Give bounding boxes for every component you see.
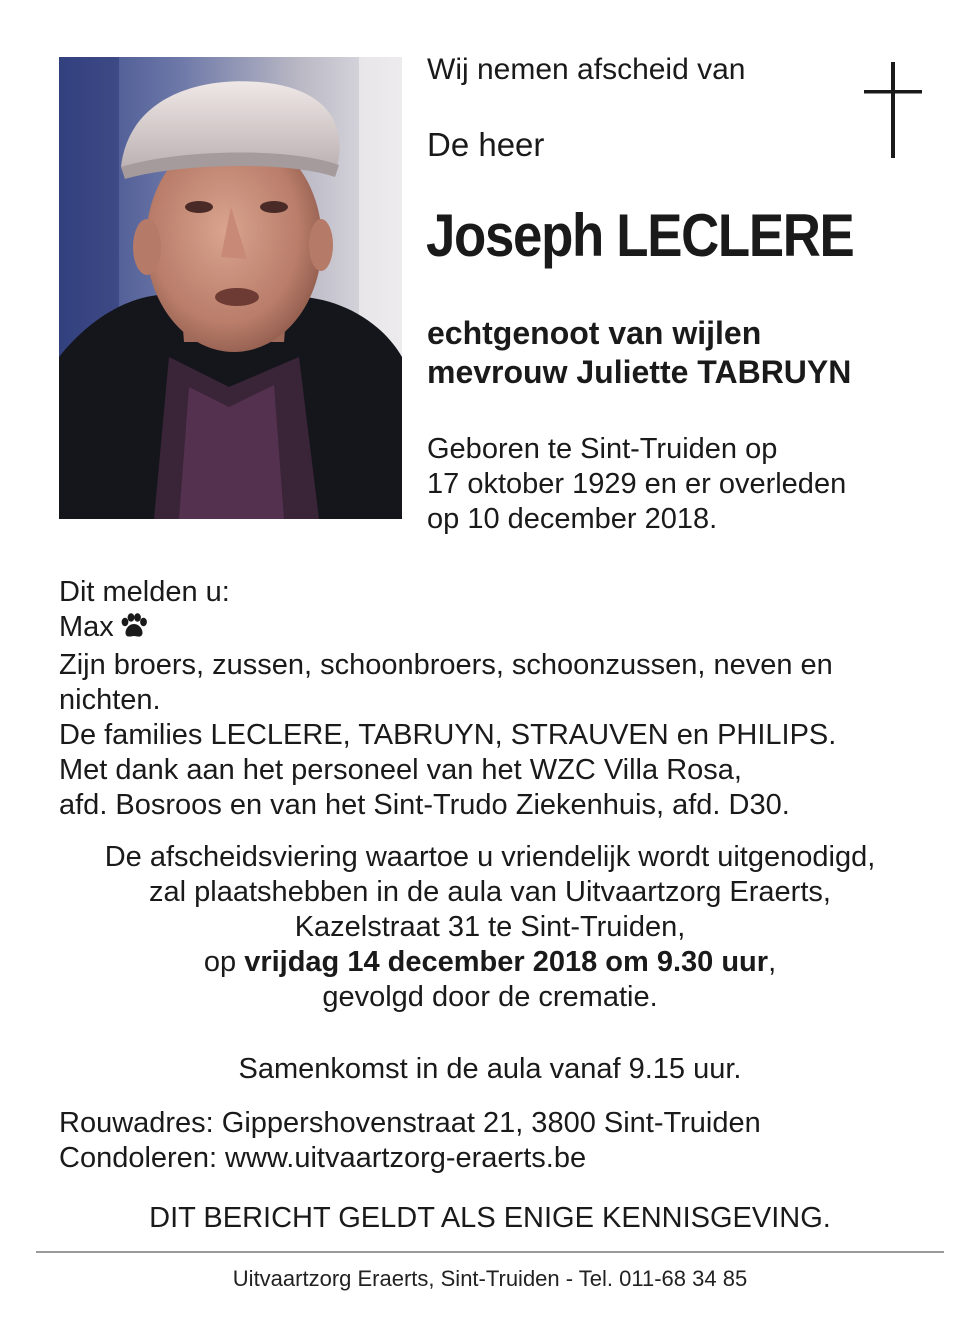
ceremony-line-1: De afscheidsviering waartoe u vriendelijk wordt uitgenodigd, [104,841,876,873]
mourners-section [59,575,939,823]
ceremony-line-2: zal plaatshebben in de aula van Uitvaartzorg Eraerts, [149,876,831,908]
birth-line-2: 17 oktober 1929 en er overleden [427,468,847,500]
spouse-info [427,314,851,392]
pet-name: Max [59,611,114,643]
ceremony-date-suffix: , [768,946,777,978]
mourning-address: Rouwadres: Gippershovenstraat 21, 3800 Sint-Truiden [59,1107,761,1139]
contact-section [59,1106,761,1176]
ceremony-line-3: Kazelstraat 31 te Sint-Truiden, [294,911,686,943]
spouse-line-2: mevrouw Juliette TABRUYN [427,354,852,390]
salutation: De heer [427,126,545,163]
ceremony-date-line [20,945,960,980]
cross-icon [864,62,922,158]
family-line-2: nichten. [59,684,161,716]
intro-text: Wij nemen afscheid van [427,53,746,86]
family-line-1: Zijn broers, zussen, schoonbroers, schoonzussen, neven en [59,649,833,681]
ceremony-date-prefix: op [203,946,245,978]
thanks-line-1: Met dank aan het personeel van het WZC Villa Rosa, [59,754,742,786]
footer-divider [36,1251,944,1253]
notice-text: DIT BERICHT GELDT ALS ENIGE KENNISGEVING. [149,1202,831,1234]
thanks-line-2: afd. Bosroos en van het Sint-Trudo Ziekenhuis, afd. D30. [59,789,790,821]
portrait-photo [59,57,402,519]
mourners-heading: Dit melden u: [59,576,230,608]
birth-death-info [427,432,846,537]
mourners-pet-line [59,610,939,648]
paw-icon [120,613,148,648]
birth-line-1: Geboren te Sint-Truiden op [427,433,778,465]
ceremony-date: vrijdag 14 december 2018 om 9.30 uur [244,946,769,978]
footer-text: Uitvaartzorg Eraerts, Sint-Truiden - Tel. 011-68 34 85 [232,1266,748,1291]
ceremony-section [20,840,960,1015]
birth-line-3: op 10 december 2018. [427,503,718,535]
deceased-name: Joseph LECLERE [426,202,854,269]
gathering-info: Samenkomst in de aula vanaf 9.15 uur. [238,1053,742,1085]
spouse-line-1: echtgenoot van wijlen [427,315,762,351]
ceremony-line-5: gevolgd door de crematie. [322,981,658,1013]
condolences-link[interactable]: Condoleren: www.uitvaartzorg-eraerts.be [59,1142,587,1174]
families-line: De families LECLERE, TABRUYN, STRAUVEN en PHILIPS. [59,719,837,751]
